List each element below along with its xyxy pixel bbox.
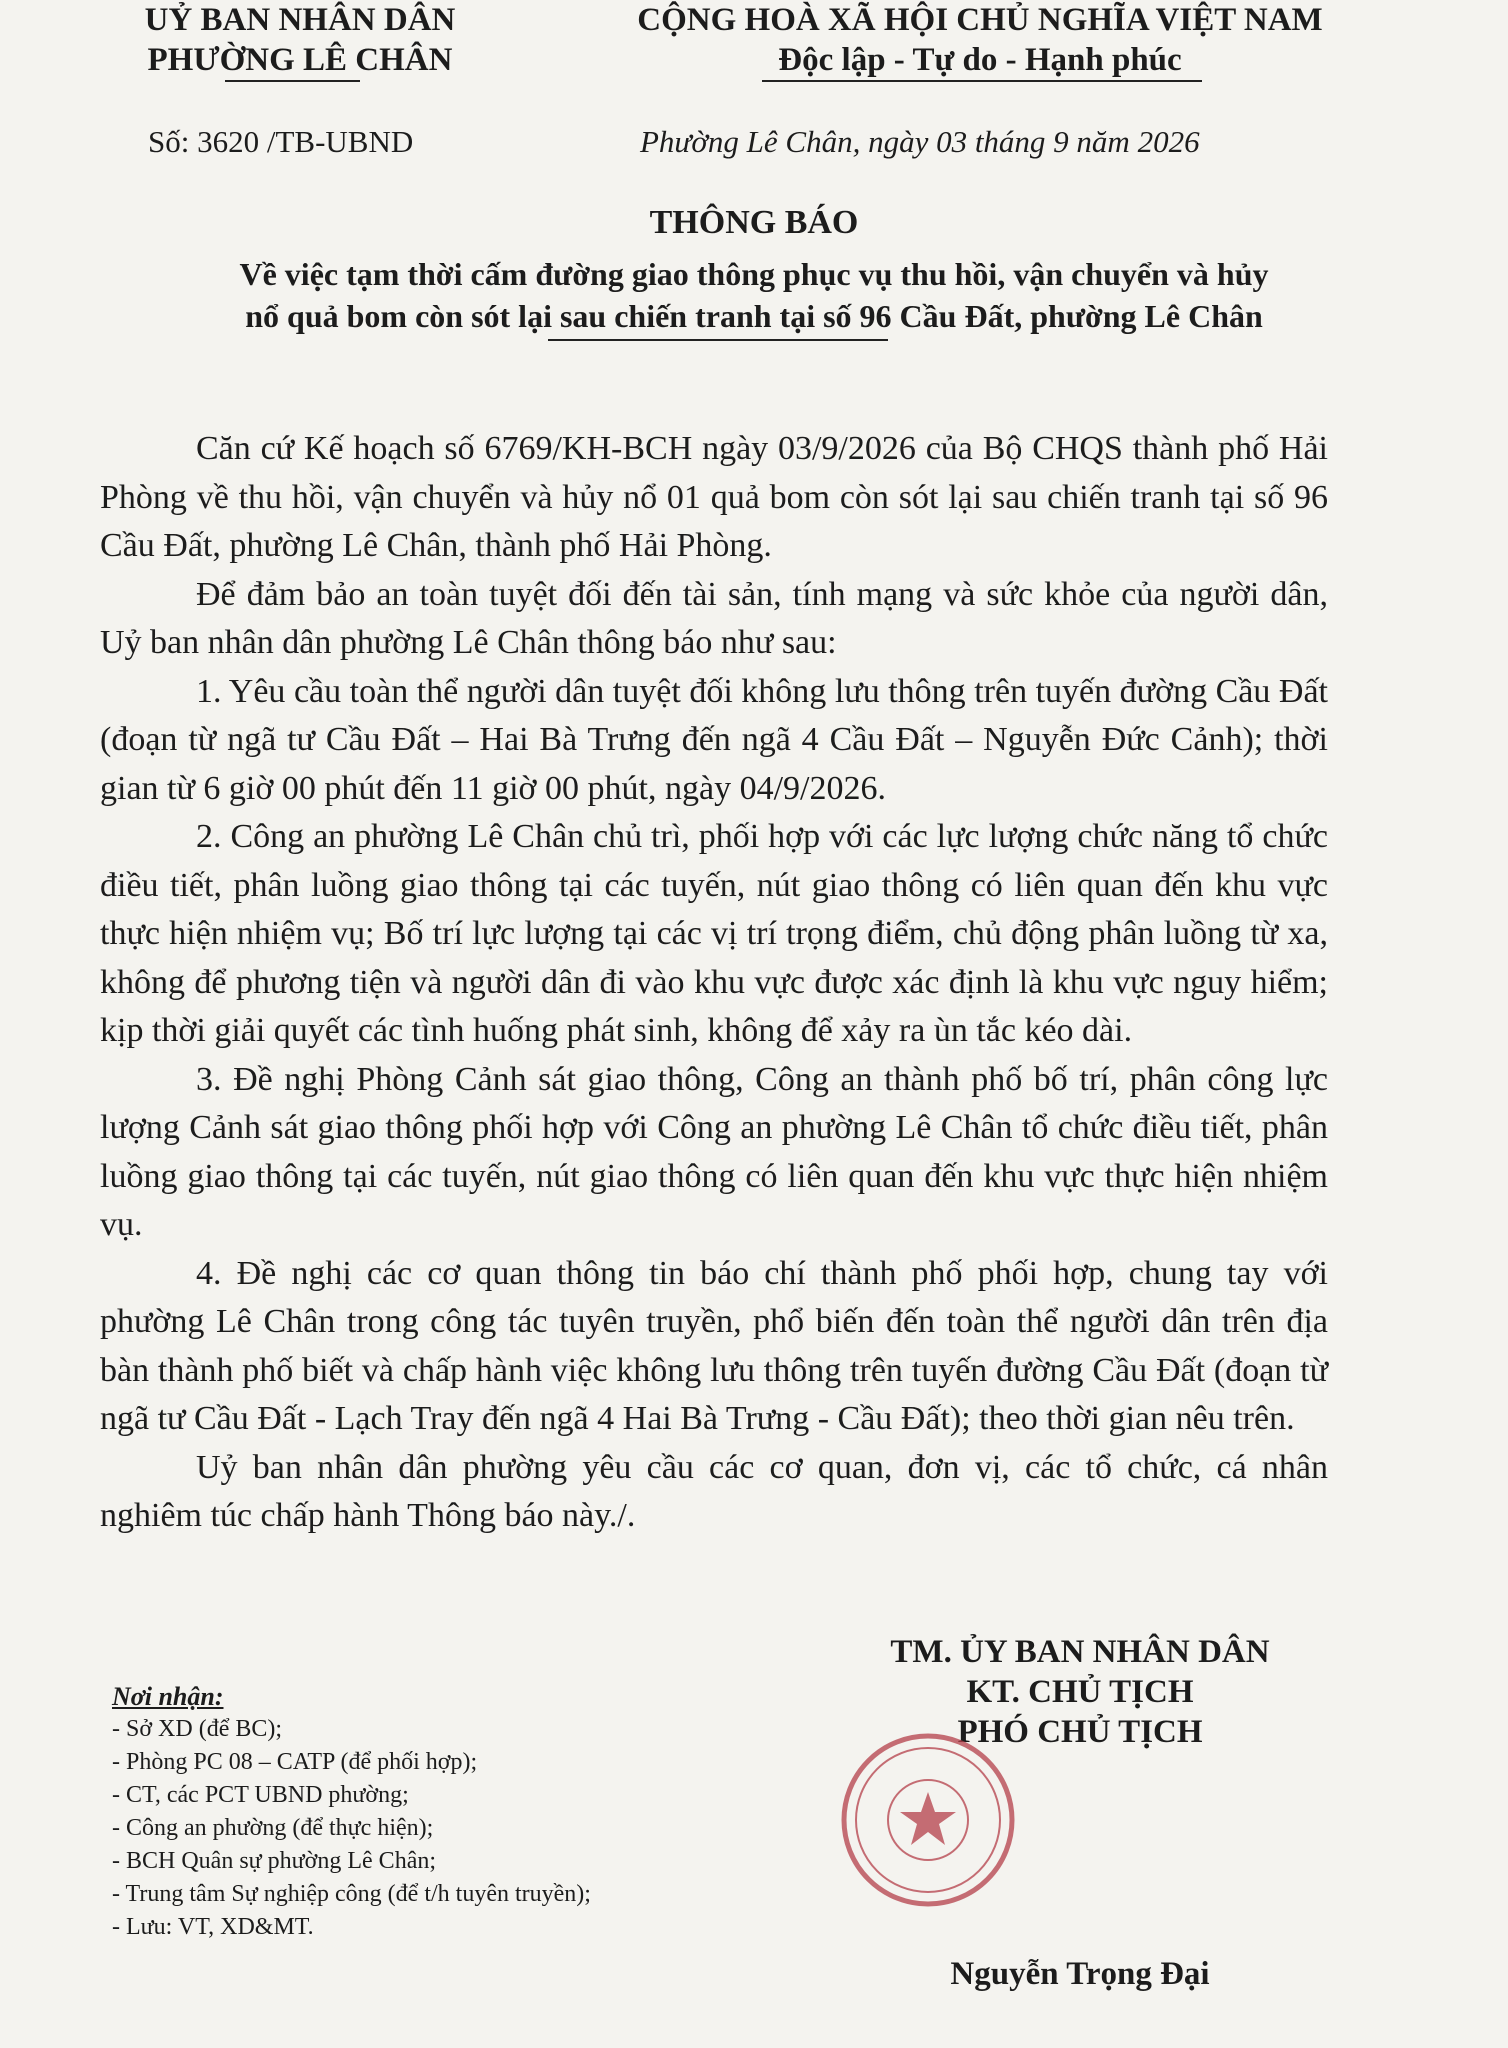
- document-subject: [60, 253, 1448, 337]
- subject-line-1: Về việc tạm thời cấm đường giao thông phục vụ thu hồi, vận chuyển và hủy: [239, 256, 1269, 292]
- paragraph-item-3: 3. Đề nghị Phòng Cảnh sát giao thông, Công an thành phố bố trí, phân công lực lượng Cảnh sát giao thông phối hợp với Công an phường Lê Chân tổ chức điều tiết, phân luồng giao thông tại các tuyến, nút giao thông có liên quan đến khu vực thực hiện nhiệm vụ.: [100, 1060, 1328, 1243]
- issuer-line2: PHƯỜNG LÊ CHÂN: [147, 42, 453, 78]
- paragraph-item-4: 4. Đề nghị các cơ quan thông tin báo chí thành phố phối hợp, chung tay với phường Lê Chân trong công tác tuyên truyền, phổ biến đến toàn thể người dân trên địa bàn thành phố biết và chấp hành việc không lưu thông trên tuyến đường Cầu Đất (đoạn từ ngã tư Cầu Đất - Lạch Tray đến ngã 4 Hai Bà Trưng - Cầu Đất); theo thời gian nêu trên.: [100, 1254, 1328, 1437]
- document-number: Số: 3620 /TB-UBND: [148, 124, 414, 159]
- motto-underline: [762, 80, 1202, 82]
- issuer-line1: UỶ BAN NHÂN DÂN: [144, 2, 456, 38]
- recipients-label: Nơi nhận:: [112, 1682, 224, 1711]
- national-title: CỘNG HOÀ XÃ HỘI CHỦ NGHĨA VIỆT NAM: [637, 2, 1323, 38]
- recipient-item: - Công an phường (để thực hiện);: [112, 1815, 434, 1841]
- recipient-item: - BCH Quân sự phường Lê Chân;: [112, 1848, 437, 1874]
- signature-line1: TM. ỦY BAN NHÂN DÂN: [890, 1634, 1270, 1670]
- document-title: THÔNG BÁO: [649, 204, 859, 241]
- national-header: [600, 0, 1360, 80]
- signature-line2: KT. CHỦ TỊCH: [966, 1674, 1194, 1710]
- recipient-item: - Phòng PC 08 – CATP (để phối hợp);: [112, 1749, 478, 1775]
- paragraph-item-2: 2. Công an phường Lê Chân chủ trì, phối hợp với các lực lượng chức năng tổ chức điều tiết, phân luồng giao thông tại các tuyến, nút giao thông có liên quan đến khu vực thực hiện nhiệm vụ; Bố trí lực lượng tại các vị trí trọng điểm, chủ động phân luồng từ xa, không để phương tiện và người dân đi vào khu vực được xác định là khu vực nguy hiểm; kịp thời giải quyết các tình huống phát sinh, không để xảy ra ùn tắc kéo dài.: [100, 818, 1328, 1049]
- national-motto: Độc lập - Tự do - Hạnh phúc: [778, 42, 1182, 78]
- recipient-item: - Sở XD (để BC);: [112, 1716, 283, 1742]
- issuer-block: [120, 0, 480, 80]
- document-body: [100, 425, 1328, 1541]
- subject-line-2: nổ quả bom còn sót lại sau chiến tranh tại số 96 Cầu Đất, phường Lê Chân: [245, 298, 1263, 334]
- place-date: Phường Lê Chân, ngày 03 tháng 9 năm 2026: [640, 124, 1200, 159]
- official-seal-icon: [838, 1730, 1018, 1910]
- paragraph-basis: Căn cứ Kế hoạch số 6769/KH-BCH ngày 03/9/2026 của Bộ CHQS thành phố Hải Phòng về thu hồi, vận chuyển và hủy nổ 01 quả bom còn sót lại sau chiến tranh tại số 96 Cầu Đất, phường Lê Chân, thành phố Hải Phòng.: [100, 430, 1328, 564]
- recipient-item: - Trung tâm Sự nghiệp công (để t/h tuyên truyền);: [112, 1881, 591, 1907]
- recipients-block: [112, 1680, 591, 1944]
- paragraph-item-1: 1. Yêu cầu toàn thể người dân tuyệt đối không lưu thông trên tuyến đường Cầu Đất (đoạn từ ngã tư Cầu Đất – Hai Bà Trưng đến ngã 4 Cầu Đất – Nguyễn Đức Cảnh); thời gian từ 6 giờ 00 phút đến 11 giờ 00 phút, ngày 04/9/2026.: [100, 672, 1328, 807]
- paragraph-intro: Để đảm bảo an toàn tuyệt đối đến tài sản, tính mạng và sức khỏe của người dân, Uỷ ban nhân dân phường Lê Chân thông báo như sau:: [100, 575, 1328, 661]
- recipient-item: - CT, các PCT UBND phường;: [112, 1782, 409, 1808]
- recipient-item: - Lưu: VT, XD&MT.: [112, 1914, 314, 1940]
- subject-underline: [548, 339, 888, 341]
- issuer-underline: [225, 80, 360, 82]
- paragraph-closing: Uỷ ban nhân dân phường yêu cầu các cơ quan, đơn vị, các tổ chức, cá nhân nghiêm túc chấp hành Thông báo này./.: [100, 1448, 1328, 1534]
- signature-line3: PHÓ CHỦ TỊCH: [957, 1714, 1203, 1750]
- signer-name: Nguyễn Trọng Đại: [950, 1956, 1210, 1992]
